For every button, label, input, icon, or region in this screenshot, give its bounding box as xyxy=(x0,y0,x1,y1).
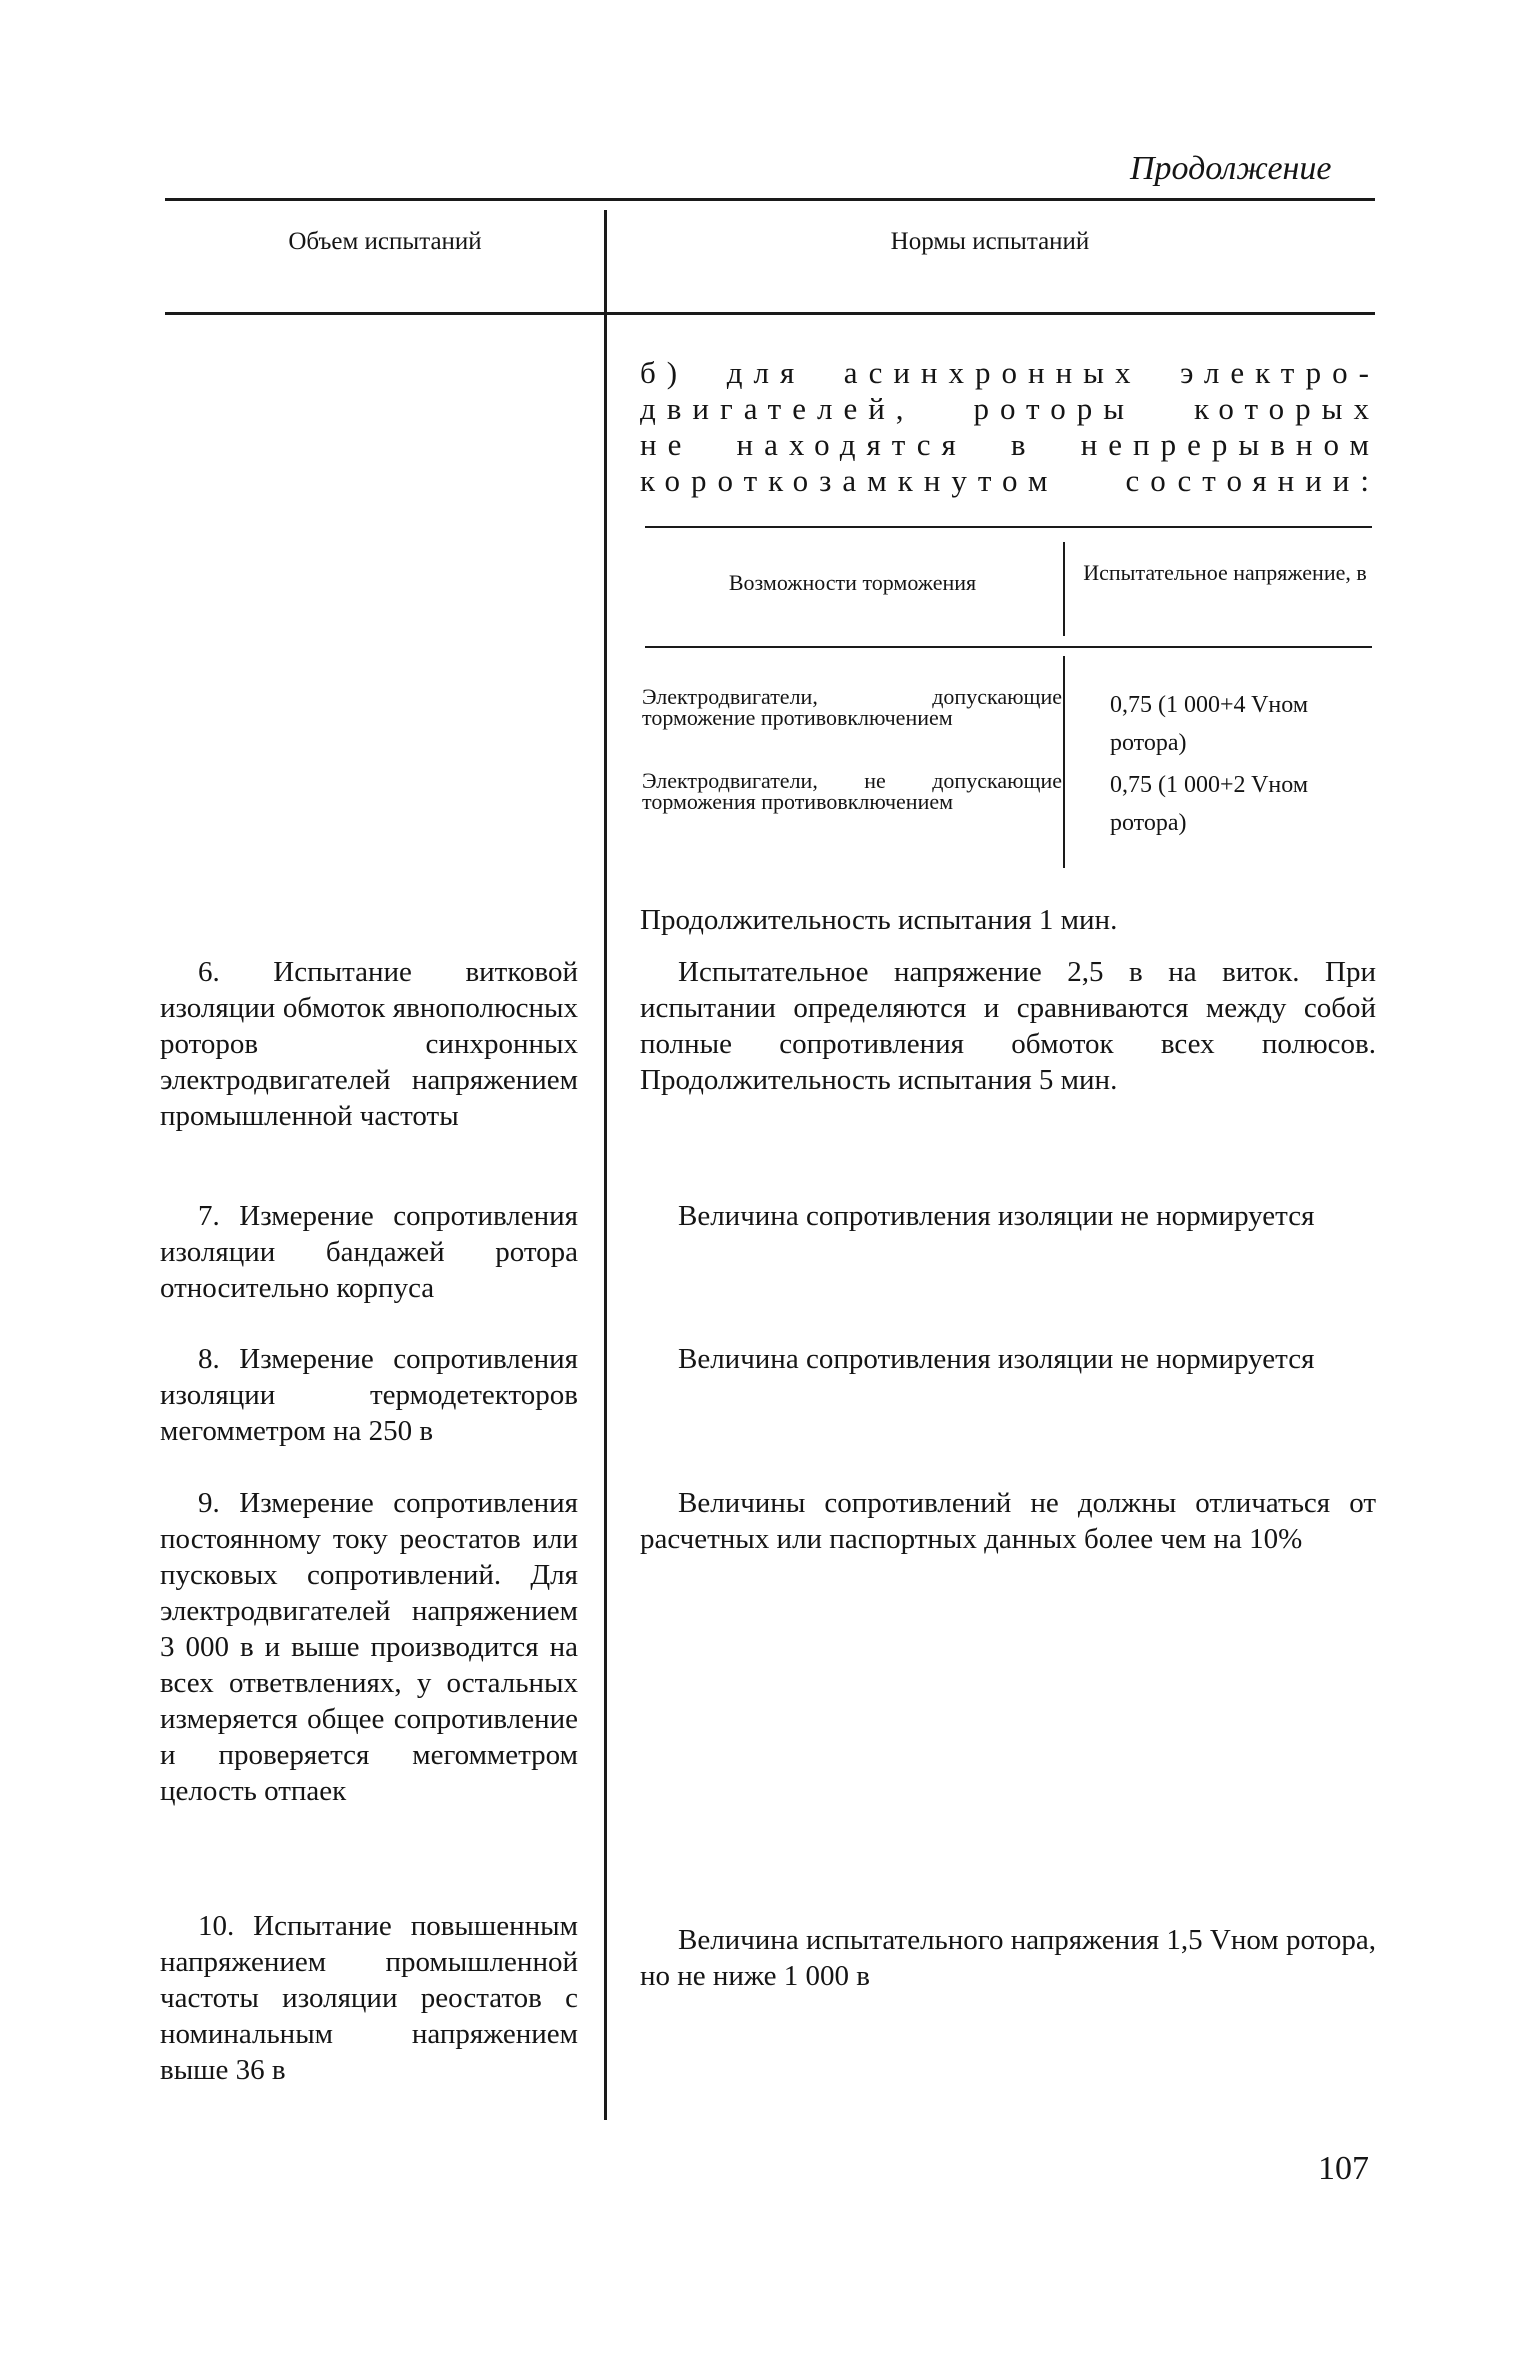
norm-item-9: Величины сопротивлений не должны отличаться от расчетных или паспортных данных более чем на 10% xyxy=(640,1487,1376,1555)
subtable-header-voltage: Испытательное напряжение, в xyxy=(1083,560,1367,585)
heading-line: б) для асинхронных электро- xyxy=(640,355,1380,390)
column-header-test-scope: Объем испытаний xyxy=(288,228,482,255)
test-item-text: 6. Испытание витковой изоляции обмоток явнополюсных роторов синхронных электродвигателей напряжением промышленной частоты xyxy=(160,956,578,1132)
subtable-condition-1: Электродвигатели, допускающие торможение противовключением xyxy=(642,684,1062,730)
subtable-header-braking: Возможности торможения xyxy=(728,570,977,595)
subtable-top-rule xyxy=(645,526,1372,528)
heading-line: короткозамкнутом состоянии: xyxy=(640,463,1380,498)
subtable-condition-2: Электродвигатели, не допускающие торможения противовключением xyxy=(642,768,1062,814)
test-item-9 xyxy=(160,1485,578,1809)
test-item-7 xyxy=(160,1198,578,1306)
test-item-10 xyxy=(160,1908,578,2088)
test-item-text: 8. Измерение сопротивления изоляции термодетекторов мегомметром на 250 в xyxy=(160,1343,578,1447)
column-divider xyxy=(604,210,607,2120)
test-item-text: 7. Измерение сопротивления изоляции бандажей ротора относительно корпуса xyxy=(160,1200,578,1304)
norm-item-8: Величина сопротивления изоляции не нормируется xyxy=(678,1343,1315,1375)
table-top-rule xyxy=(165,198,1375,201)
test-item-text: 9. Измерение сопротивления постоянному току реостатов или пусковых сопротивлений. Для электродвигателей напряжением 3 000 в и выше производится на всех ответвлениях, у остальных измеряется общее сопротивление и проверяется мегомметром целость отпаек xyxy=(160,1487,578,1807)
page-number: 107 xyxy=(1318,2150,1369,2187)
asynchronous-motor-heading xyxy=(640,355,1380,499)
norm-item-7: Величина сопротивления изоляции не нормируется xyxy=(678,1200,1315,1232)
column-header-test-norms: Нормы испытаний xyxy=(890,228,1090,255)
norm-item-6: Испытательное напряжение 2,5 в на виток. При испытании определяются и сравниваются между собой полные сопротивления обмоток всех полюсов. Продолжительность испытания 5 мин. xyxy=(640,956,1376,1096)
test-item-8 xyxy=(160,1341,578,1449)
heading-line: не находятся в непрерывном xyxy=(640,427,1380,462)
norm-item-10: Величина испытательного напряжения 1,5 Vном ротора, но не ниже 1 000 в xyxy=(640,1924,1376,1992)
test-item-text: 10. Испытание повышенным напряжением промышленной частоты изоляции реостатов с номинальным напряжением выше 36 в xyxy=(160,1910,578,2086)
duration-note: Продолжительность испытания 1 мин. xyxy=(640,904,1118,936)
subtable-voltage-1: 0,75 (1 000+4 Vном ротора) xyxy=(1110,692,1308,756)
continuation-label: Продолжение xyxy=(1130,150,1332,187)
heading-line: двигателей, роторы которых xyxy=(640,391,1380,426)
header-bottom-rule xyxy=(165,312,1375,315)
subtable-body-divider xyxy=(1063,656,1065,868)
subtable-header-rule xyxy=(645,646,1372,648)
test-item-6 xyxy=(160,954,578,1134)
subtable-voltage-2: 0,75 (1 000+2 Vном ротора) xyxy=(1110,772,1308,836)
